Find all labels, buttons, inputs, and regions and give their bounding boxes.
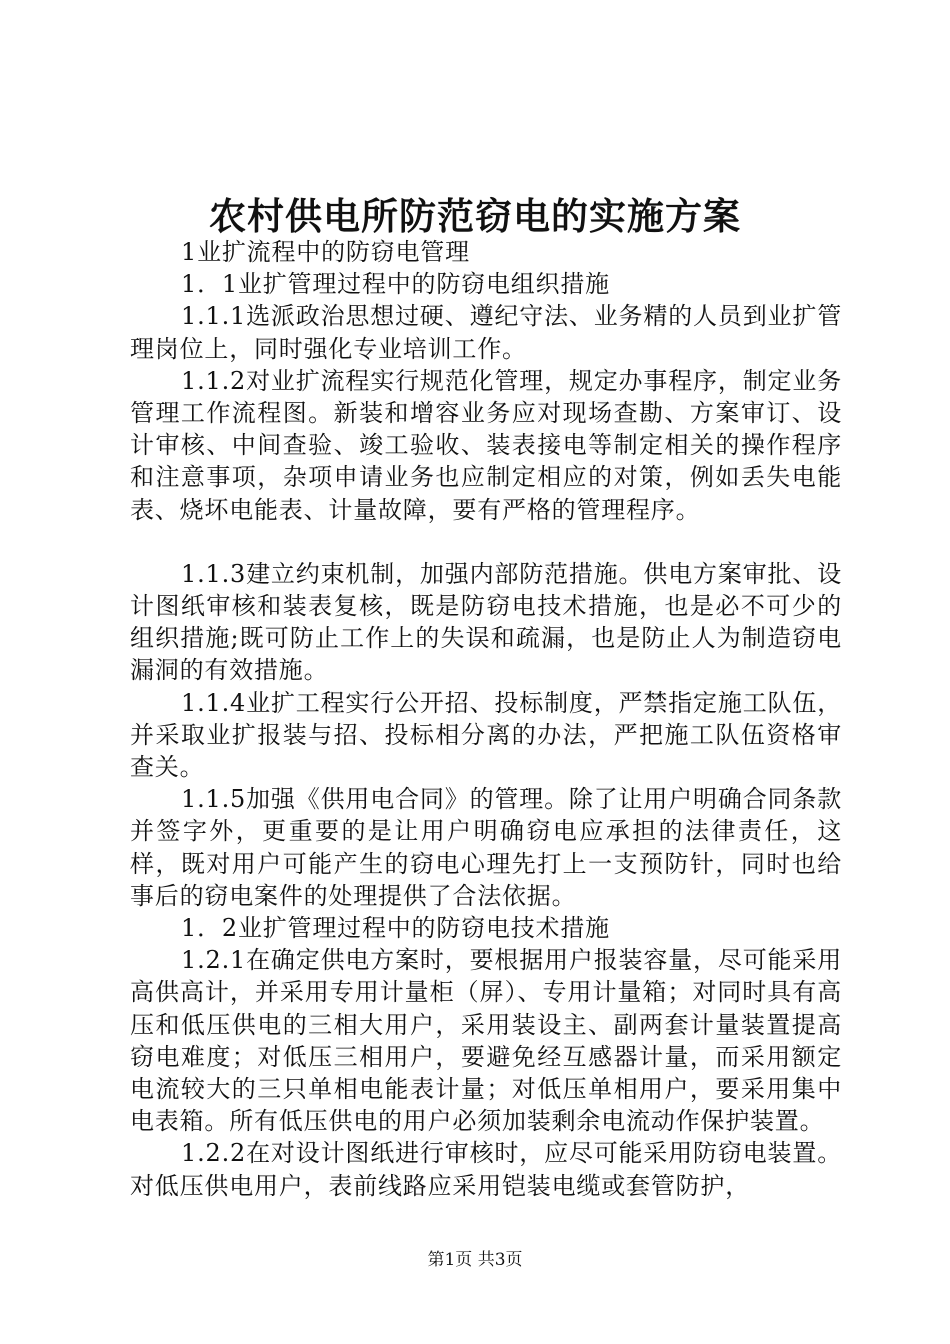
paragraph: 1.1.4业扩工程实行公开招、投标制度，严禁指定施工队伍，并采取业扩报装与招、投标相分离的办法，严把施工队伍资格审查关。 — [130, 688, 842, 782]
page-footer: 第1页 共3页 — [427, 1250, 523, 1270]
document-body — [130, 236, 842, 1202]
section-heading: 1业扩流程中的防窃电管理 — [181, 238, 470, 266]
subsection-heading: 1．2业扩管理过程中的防窃电技术措施 — [181, 914, 610, 943]
document-title: 农村供电所防范窃电的实施方案 — [209, 194, 741, 238]
paragraph: 1.1.3建立约束机制，加强内部防范措施。供电方案审批、设计图纸审核和装表复核，既是防窃电技术措施，也是必不可少的组织措施;既可防止工作上的失误和疏漏，也是防止人为制造窃电漏洞的有效措施。 — [130, 559, 842, 685]
paragraph: 1.2.2在对设计图纸进行审核时，应尽可能采用防窃电装置。对低压供电用户，表前线路应采用铠装电缆或套管防护， — [130, 1139, 842, 1200]
paragraph: 1.1.5加强《供用电合同》的管理。除了让用户明确合同条款并签字外，更重要的是让用户明确窃电应承担的法律责任，这样，既对用户可能产生的窃电心理先打上一支预防针，同时也给事后的窃电案件的处理提供了合法依据。 — [130, 785, 842, 910]
subsection-heading: 1．1业扩管理过程中的防窃电组织措施 — [181, 270, 610, 299]
paragraph: 1.1.1选派政治思想过硬、遵纪守法、业务精的人员到业扩管理岗位上，同时强化专业培训工作。 — [130, 302, 842, 363]
paragraph: 1.2.1在确定供电方案时，要根据用户报装容量，尽可能采用高供高计，并采用专用计量柜（屏）、专用计量箱；对同时具有高压和低压供电的三相大用户，采用装设主、副两套计量装置提高窃电难度；对低压三相用户，要避免经互感器计量，而采用额定电流较大的三只单相电能表计量；对低压单相用户，要采用集中电表箱。所有低压供电的用户必须加装剩余电流动作保护装置。 — [130, 946, 842, 1136]
paragraph: 1.1.2对业扩流程实行规范化管理，规定办事程序，制定业务管理工作流程图。新装和增容业务应对现场查勘、方案审订、设计审核、中间查验、竣工验收、装表接电等制定相关的操作程序和注意事项，杂项申请业务也应制定相应的对策，例如丢失电能表、烧坏电能表、计量故障，要有严格的管理程序。 — [130, 366, 842, 524]
